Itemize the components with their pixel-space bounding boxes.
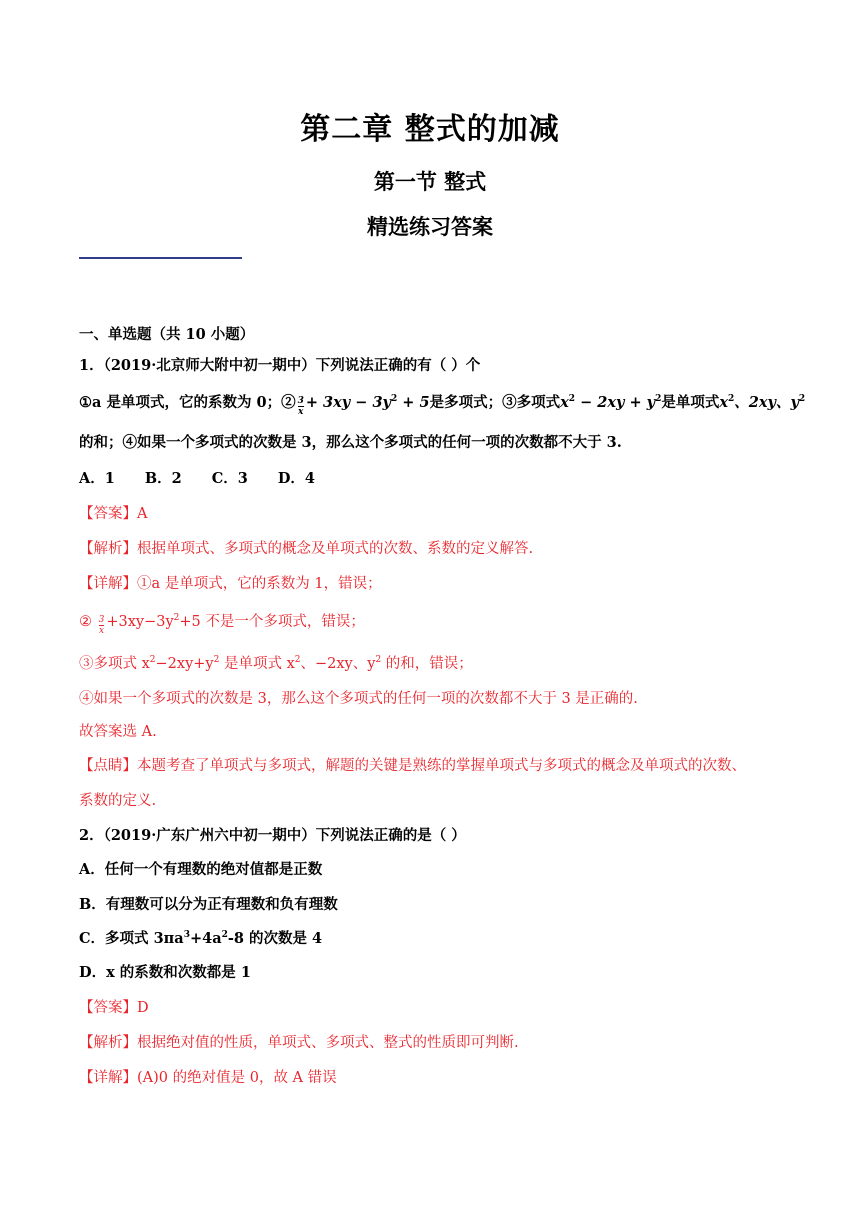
q2-option-d: D．x 的系数和次数都是 1 xyxy=(79,964,251,981)
q1-s7: 、2xy、y xyxy=(734,394,799,411)
section-heading: 一、单选题（共 10 小题） xyxy=(79,326,255,343)
q1-detail-4: ④如果一个多项式的次数是 3，那么这个多项式的任何一项的次数都不大于 3 是正确的. xyxy=(79,691,638,707)
q1-detail2-frac-den: x xyxy=(98,626,105,636)
q1-s5: 是单项式 xyxy=(661,394,720,411)
q1-detail3-a: ③多项式 x xyxy=(79,656,150,672)
q1-s2: + 3xy − 3y xyxy=(305,394,391,411)
q1-sup: 2 xyxy=(375,655,382,665)
chapter-title: 第二章 整式的加减 xyxy=(300,112,560,147)
q1-option-b: B．2 xyxy=(144,470,182,487)
q1-sup: 2 xyxy=(568,394,576,404)
section-title: 第一节 整式 xyxy=(373,169,487,194)
q1-s4: x xyxy=(560,394,569,411)
q1-statement-line2: 的和；④如果一个多项式的次数是 3，那么这个多项式的任何一项的次数都不大于 3. xyxy=(79,434,622,451)
q1-detail3-b: −2xy+y xyxy=(155,656,214,672)
title-divider xyxy=(79,257,242,259)
q2-optc-sup2: 2 xyxy=(221,930,228,940)
q1-sup: 2 xyxy=(655,394,662,404)
subtitle: 精选练习答案 xyxy=(367,214,493,239)
q1-detail3-e: 的和，错误； xyxy=(381,656,473,672)
q1-stem: 1．（2019·北京师大附中初一期中）下列说法正确的有（ ）个 xyxy=(79,357,481,374)
q1-analysis: 【解析】根据单项式、多项式的概念及单项式的次数、系数的定义解答. xyxy=(79,541,534,557)
q1-sup: 2 xyxy=(728,394,735,404)
q1-detail3-d: 、−2xy、y xyxy=(300,656,376,672)
q1-answer: 【答案】A xyxy=(79,506,148,522)
q2-stem: 2．（2019·广东广州六中初一期中）下列说法正确的是（ ） xyxy=(79,827,466,844)
q1-sup: 2 xyxy=(173,613,180,623)
q1-option-a: A．1 xyxy=(79,470,115,487)
q1-detail2-fraction xyxy=(99,615,105,636)
q1-option-d: D．4 xyxy=(277,470,316,487)
q1-detail2-frac-num: 3 xyxy=(98,615,105,625)
q1-s2-end: + 5 xyxy=(397,394,430,411)
q1-s1: ①a 是单项式，它的系数为 0；② xyxy=(79,394,296,411)
q1-frac-num: 3 xyxy=(297,396,304,406)
q2-option-c xyxy=(79,929,322,949)
q1-detail2-end: +5 不是一个多项式，错误； xyxy=(179,614,365,630)
q1-detail-1: 【详解】①a 是单项式，它的系数为 1，错误； xyxy=(79,576,382,592)
q1-sup: 2 xyxy=(294,655,301,665)
q1-frac-den: x xyxy=(298,407,304,417)
q1-comment-line1: 【点睛】本题考查了单项式与多项式，解题的关键是熟练的掌握单项式与多项式的概念及单项式的次数、 xyxy=(79,758,746,774)
q1-detail-2 xyxy=(79,612,365,636)
q1-sup: 2 xyxy=(213,655,220,665)
q1-option-c: C．3 xyxy=(211,470,248,487)
q1-sup: 2 xyxy=(798,394,806,404)
q2-answer: 【答案】D xyxy=(79,1000,149,1016)
q2-analysis: 【解析】根据绝对值的性质，单项式、多项式、整式的性质即可判断. xyxy=(79,1035,519,1051)
q1-fraction xyxy=(298,396,304,417)
q1-s3: 是多项式；③多项式 xyxy=(429,394,561,411)
q1-detail-3 xyxy=(79,654,473,674)
q1-detail3-c: 是单项式 x xyxy=(219,656,295,672)
q1-statement-line1 xyxy=(79,393,805,417)
q1-conclusion: 故答案选 A. xyxy=(79,724,157,740)
q1-sup: 2 xyxy=(149,655,156,665)
q2-option-a: A．任何一个有理数的绝对值都是正数 xyxy=(79,861,323,878)
q1-comment-line2: 系数的定义. xyxy=(79,793,157,809)
q1-sup: 2 xyxy=(390,394,398,404)
q2-optc-a: C．多项式 3πa xyxy=(79,930,184,947)
q2-optc-b: +4a xyxy=(189,930,222,947)
q2-optc-sup1: 3 xyxy=(183,930,190,940)
q2-detail-1: 【详解】(A)0 的绝对值是 0，故 A 错误 xyxy=(79,1070,337,1086)
q2-option-b: B．有理数可以分为正有理数和负有理数 xyxy=(79,896,338,913)
q1-s4b: − 2xy + y xyxy=(575,394,656,411)
q1-detail2-pre: ② xyxy=(79,614,92,630)
q2-optc-c: -8 的次数是 4 xyxy=(227,930,323,947)
q1-options xyxy=(79,469,345,489)
q1-detail2-post: +3xy−3y xyxy=(106,614,174,630)
q1-s6: x xyxy=(719,394,729,411)
